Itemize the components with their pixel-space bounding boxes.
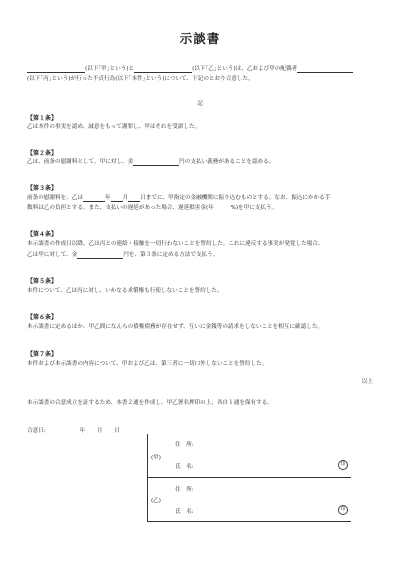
party-a-name-blank xyxy=(27,66,85,73)
intro-line-1: (以下｢甲｣という)と (以下｢乙｣という)は、乙および甲の配偶者 xyxy=(27,66,353,73)
party-b-seal-icon: 印 xyxy=(338,505,348,515)
article-1-text: 乙は本件の事実を認め、誠意をもって謝罪し、甲はそれを受諾した。 xyxy=(27,124,201,130)
party-b-name-blank xyxy=(134,66,192,73)
article-5-heading: 【第５条】 xyxy=(27,278,58,285)
amount-blank xyxy=(133,159,179,166)
article-7-heading: 【第７条】 xyxy=(27,351,58,358)
article-3-heading: 【第３条】 xyxy=(27,185,58,192)
article-4-text-1: 本示談書の作成日以降、乙は丙との連絡・接触を一切行わないことを誓約した。これに違反する事実が発覚した場合、 xyxy=(27,241,324,247)
signature-divider xyxy=(147,477,351,478)
document-title: 示談書 xyxy=(179,31,221,46)
party-b-name-label: 氏 名: xyxy=(175,509,194,515)
signature-bottom-line xyxy=(147,521,351,522)
agreement-date: 合意日: 年 月 日 xyxy=(27,428,120,434)
ijou-marker: 以上 xyxy=(361,379,373,385)
article-1-heading: 【第１条】 xyxy=(27,115,58,122)
ki-marker: 記 xyxy=(197,101,203,107)
article-6-heading: 【第６条】 xyxy=(27,314,58,321)
party-a-seal-icon: 印 xyxy=(338,460,348,470)
penalty-amount-blank xyxy=(77,252,123,259)
article-4-text-2: 乙は甲に対して、金 円を、第３条に定める方法で支払う。 xyxy=(27,252,219,258)
spouse-name-blank xyxy=(297,66,353,73)
signature-left-border xyxy=(147,434,148,521)
party-a-address-label: 住 所: xyxy=(175,442,194,448)
intro-line-2: (以下｢丙｣という)が行った不貞行為(以下｢本件｣という)について、下記のとおり合意した。 xyxy=(27,76,254,82)
party-a-label: (甲) xyxy=(151,455,161,461)
closing-text: 本示談書の合意成立を証するため、本書２通を作成し、甲乙署名押印の上、各自１通を保有する。 xyxy=(27,400,273,406)
article-2-heading: 【第２条】 xyxy=(27,150,58,157)
article-6-text: 本示談書に定めるほか、甲乙間になんらの債権債務が存在せず、互いに金銭等の請求をしないことを相互に確認した。 xyxy=(27,324,324,330)
party-b-label: (乙) xyxy=(151,498,161,504)
article-4-heading: 【第４条】 xyxy=(27,231,58,238)
article-3-text-2: 数料は乙の負担とする。また、支払いの遅延があった場合、遅延損害金(年 %)を甲に支払う。 xyxy=(27,205,278,211)
article-3-text-1: 前条の慰謝料を、乙は 年 月 日までに、甲指定の金融機関に振り込むものとする。なお、振込にかかる手 xyxy=(27,195,331,201)
article-2-text: 乙は、前条の慰謝料として、甲に対し、金 円の支払い義務があることを認める。 xyxy=(27,159,275,165)
article-5-text: 本件について、乙は丙に対し、いかなる求償権も行使しないことを誓約した。 xyxy=(27,288,223,294)
party-a-name-label: 氏 名: xyxy=(175,464,194,470)
article-7-text: 本件および本示談書の内容について、甲および乙は、第三者に一切口外しないことを誓約した。 xyxy=(27,361,268,367)
party-b-address-label: 住 所: xyxy=(175,487,194,493)
